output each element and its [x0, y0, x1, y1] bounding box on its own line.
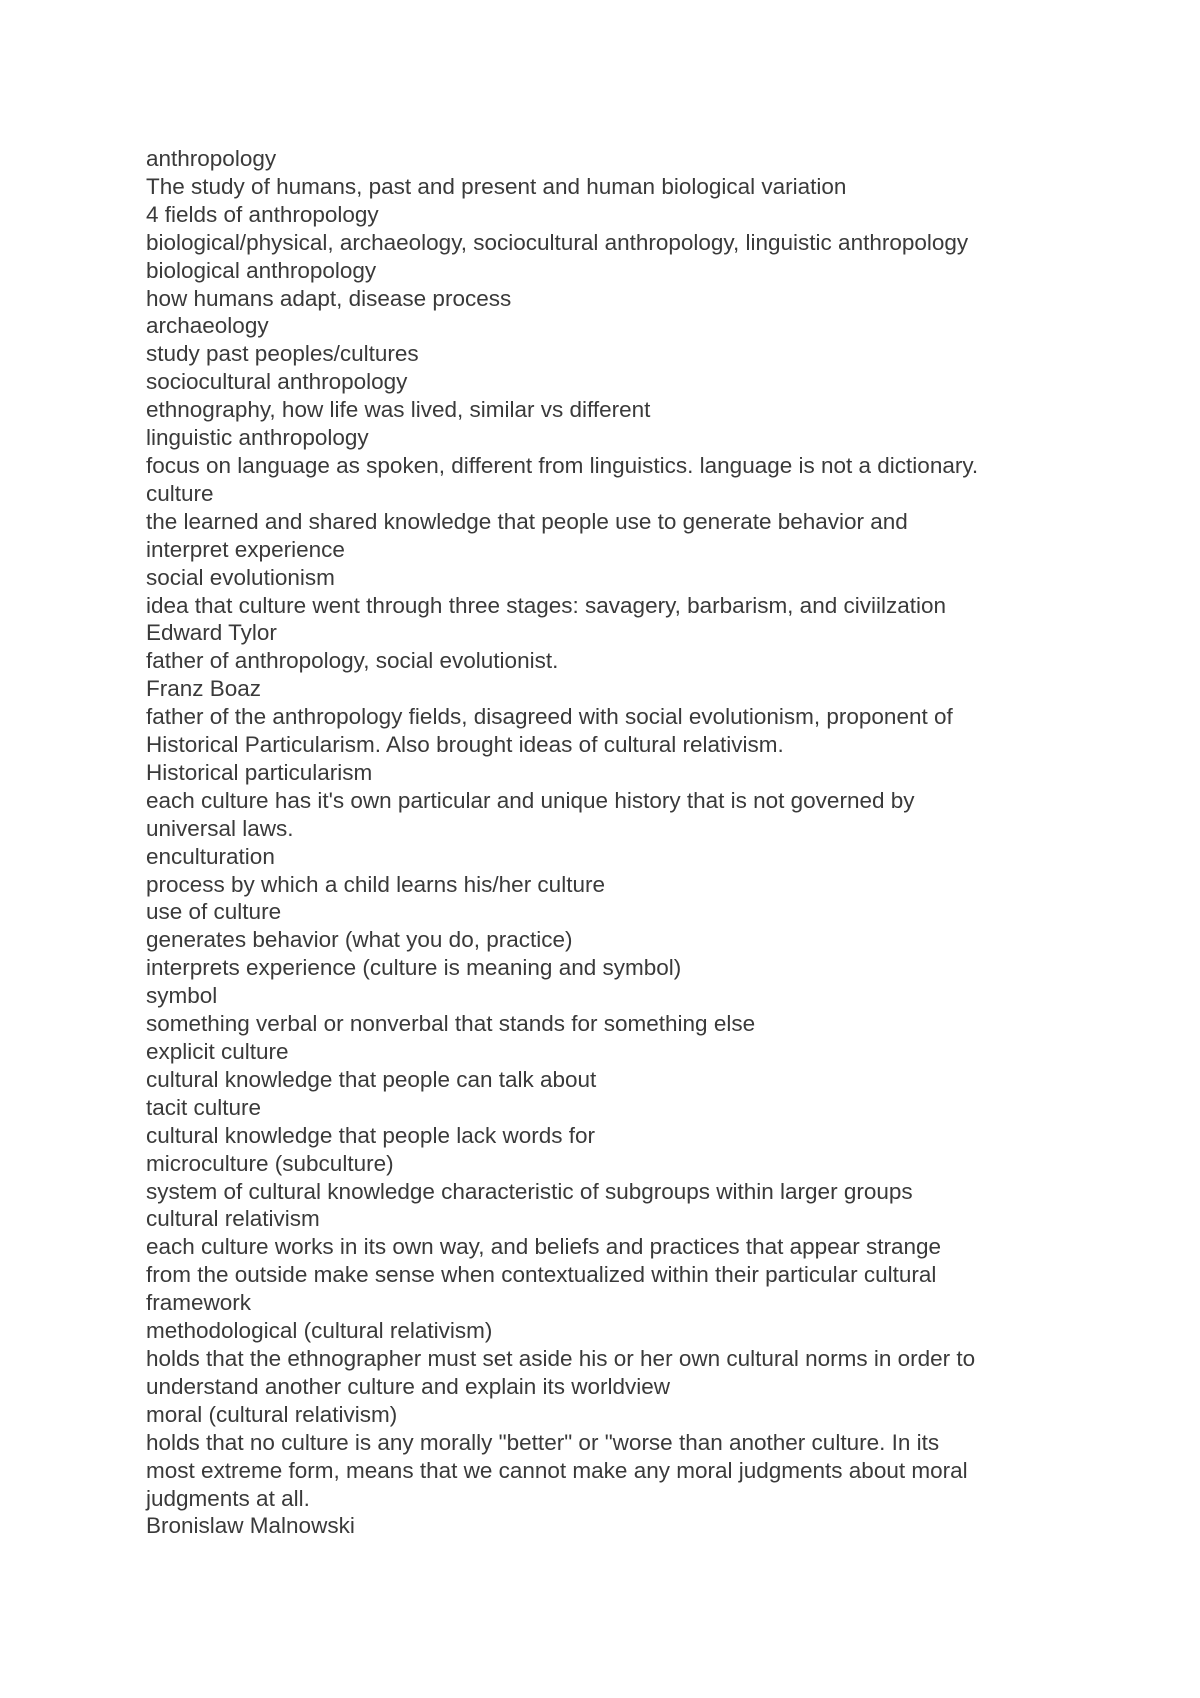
definition-line: idea that culture went through three stages: savagery, barbarism, and civiilzation: [146, 592, 947, 618]
definition-line: something verbal or nonverbal that stands for something else: [146, 1011, 756, 1037]
term-line: 4 fields of anthropology: [146, 201, 379, 227]
definition-line: framework: [146, 1290, 252, 1316]
term-line: archaeology: [146, 313, 269, 339]
definition-line: ethnography, how life was lived, similar vs different: [146, 397, 651, 423]
definition-line: interpret experience: [146, 536, 345, 562]
definition-line: biological/physical, archaeology, sociocultural anthropology, linguistic anthropology: [146, 229, 969, 255]
document-body: [146, 145, 1066, 1540]
term-line: enculturation: [146, 843, 275, 869]
definition-line: from the outside make sense when contextualized within their particular cultural: [146, 1262, 937, 1288]
term-line: culture: [146, 480, 214, 506]
definition-line: the learned and shared knowledge that people use to generate behavior and: [146, 508, 908, 534]
definition-line: focus on language as spoken, different from linguistics. language is not a dictionary.: [146, 452, 979, 478]
term-line: methodological (cultural relativism): [146, 1318, 493, 1344]
definition-line: system of cultural knowledge characteristic of subgroups within larger groups: [146, 1178, 913, 1204]
term-line: Historical particularism: [146, 759, 373, 785]
definition-line: cultural knowledge that people can talk about: [146, 1066, 597, 1092]
term-line: moral (cultural relativism): [146, 1401, 398, 1427]
definition-line: judgments at all.: [146, 1485, 310, 1511]
definition-line: most extreme form, means that we cannot make any moral judgments about moral: [146, 1457, 968, 1483]
definition-line: study past peoples/cultures: [146, 341, 419, 367]
definition-line: father of the anthropology fields, disagreed with social evolutionism, proponent of: [146, 704, 953, 730]
term-line: sociocultural anthropology: [146, 369, 408, 395]
term-line: Edward Tylor: [146, 620, 277, 646]
definition-line: each culture has it's own particular and unique history that is not governed by: [146, 787, 915, 813]
definition-line: The study of humans, past and present and human biological variation: [146, 173, 847, 199]
definition-line: Historical Particularism. Also brought ideas of cultural relativism.: [146, 732, 784, 758]
definition-line: cultural knowledge that people lack words for: [146, 1122, 596, 1148]
definition-line: interprets experience (culture is meaning and symbol): [146, 955, 682, 981]
term-line: microculture (subculture): [146, 1150, 394, 1176]
definition-line: process by which a child learns his/her culture: [146, 871, 605, 897]
term-line: symbol: [146, 983, 218, 1009]
term-line: use of culture: [146, 899, 282, 925]
term-line: social evolutionism: [146, 564, 335, 590]
definition-line: understand another culture and explain its worldview: [146, 1373, 671, 1399]
term-line: linguistic anthropology: [146, 425, 369, 451]
term-line: cultural relativism: [146, 1206, 320, 1232]
definition-line: holds that the ethnographer must set aside his or her own cultural norms in order to: [146, 1345, 976, 1371]
definition-line: holds that no culture is any morally "better" or "worse than another culture. In its: [146, 1429, 940, 1455]
term-line: biological anthropology: [146, 257, 377, 283]
term-line: tacit culture: [146, 1094, 262, 1120]
term-line: anthropology: [146, 146, 277, 171]
term-line: Bronislaw Malnowski: [146, 1513, 355, 1539]
definition-line: how humans adapt, disease process: [146, 285, 512, 311]
term-line: explicit culture: [146, 1039, 289, 1064]
definition-line: universal laws.: [146, 815, 294, 841]
term-line: Franz Boaz: [146, 676, 262, 702]
definition-line: each culture works in its own way, and beliefs and practices that appear strange: [146, 1234, 942, 1260]
definition-line: father of anthropology, social evolutionist.: [146, 648, 559, 674]
definition-line: generates behavior (what you do, practice): [146, 927, 573, 953]
